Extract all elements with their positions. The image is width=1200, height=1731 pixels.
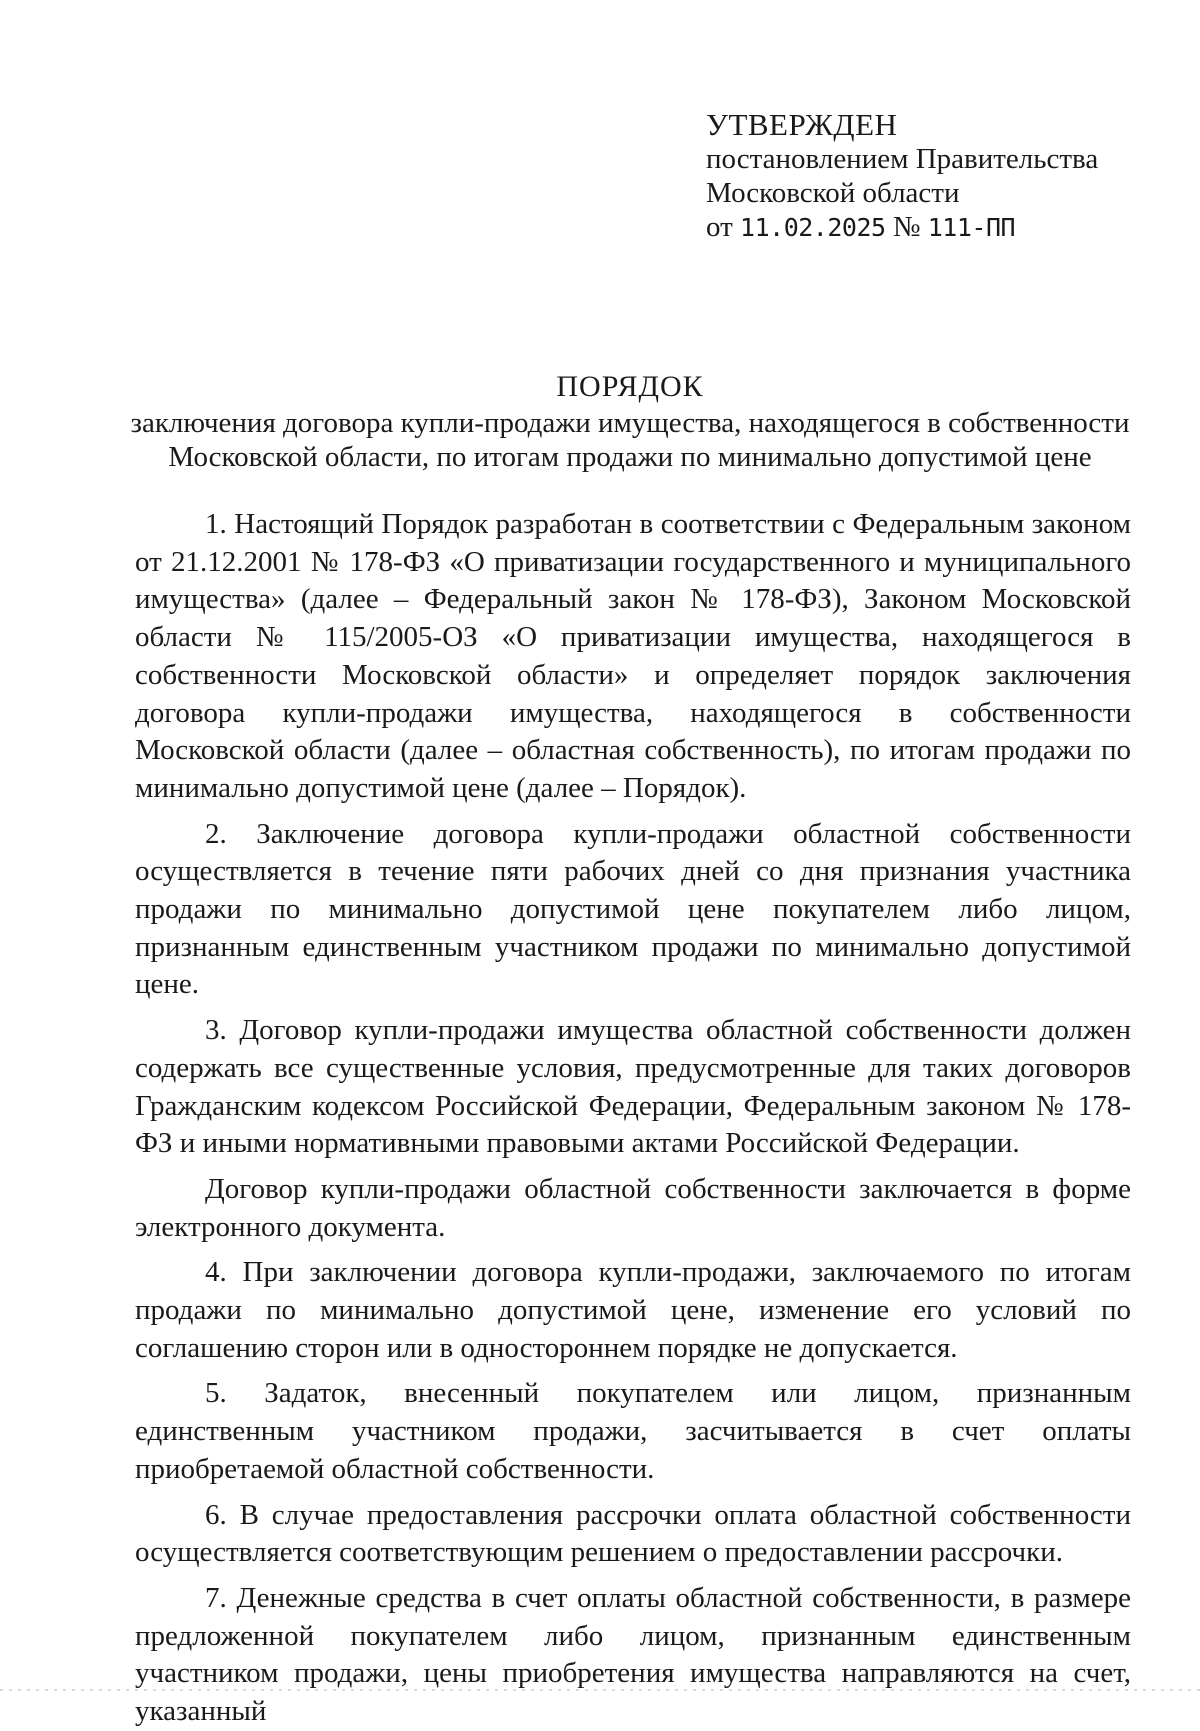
paragraph-7: 7. Денежные средства в счет оплаты областной собственности, в размере предложенной покупателем либо лицом, признанным единственным участником продажи, цены приобретения имущества направляются на счет, указанный (135, 1581, 1131, 1728)
approval-heading: УТВЕРЖДЕН (706, 107, 898, 142)
title-subtitle-line-1: заключения договора купли-продажи имущества, находящегося в собственности (130, 407, 1130, 439)
approval-number-value: 111-ПП (927, 213, 1016, 242)
approval-date-value: 11.02.2025 (740, 213, 886, 242)
paragraph-3: 3. Договор купли-продажи имущества областной собственности должен содержать все существенные условия, предусмотренные для таких договоров Гражданским кодексом Российской Федерации, Федеральным законом № 178-ФЗ и иными нормативными правовыми актами Российской Федерации. (135, 1014, 1131, 1160)
approval-stamp (706, 108, 1098, 245)
document-body (135, 506, 1131, 1731)
scan-edge-divider (0, 1689, 1200, 1691)
paragraph-1: 1. Настоящий Порядок разработан в соответствии с Федеральным законом от 21.12.2001 № 178-ФЗ «О приватизации государственного и муниципального имущества» (далее – Федеральный закон № 178-ФЗ), Законом Московской области № 115/2005-ОЗ «О приватизации имущества, находящегося в собственности Московской области» и определяет порядок заключения договора купли-продажи имущества, находящегося в собственности Московской области (далее – областная собственность), по итогам продажи по минимально допустимой цене (далее – Порядок). (135, 508, 1131, 804)
approval-date-line (706, 210, 1098, 245)
title-main: ПОРЯДОК (556, 370, 704, 403)
approval-line-1: постановлением Правительства (706, 143, 1099, 175)
title-subtitle-line-2: Московской области, по итогам продажи по минимально допустимой цене (168, 441, 1092, 473)
paragraph-6: 6. В случае предоставления рассрочки оплата областной собственности осуществляется соответствующим решением о предоставлении рассрочки. (135, 1498, 1131, 1569)
document-title (130, 370, 1130, 474)
approval-line-2: Московской области (706, 177, 960, 209)
approval-date-prefix: от (706, 211, 741, 243)
paragraph-2: 2. Заключение договора купли-продажи областной собственности осуществляется в течение пяти рабочих дней со дня признания участника продажи по минимально допустимой цене покупателем либо лицом, признанным единственным участником продажи по минимально допустимой цене. (135, 817, 1131, 1001)
paragraph-5: 5. Задаток, внесенный покупателем или лицом, признанным единственным участником продажи, засчитывается в счет оплаты приобретаемой областной собственности. (135, 1377, 1131, 1485)
paragraph-3-continued: Договор купли-продажи областной собственности заключается в форме электронного документа. (135, 1172, 1131, 1243)
paragraph-4: 4. При заключении договора купли-продажи, заключаемого по итогам продажи по минимально допустимой цене, изменение его условий по соглашению сторон или в одностороннем порядке не допускается. (135, 1256, 1131, 1364)
approval-number-sign: № (885, 211, 928, 243)
